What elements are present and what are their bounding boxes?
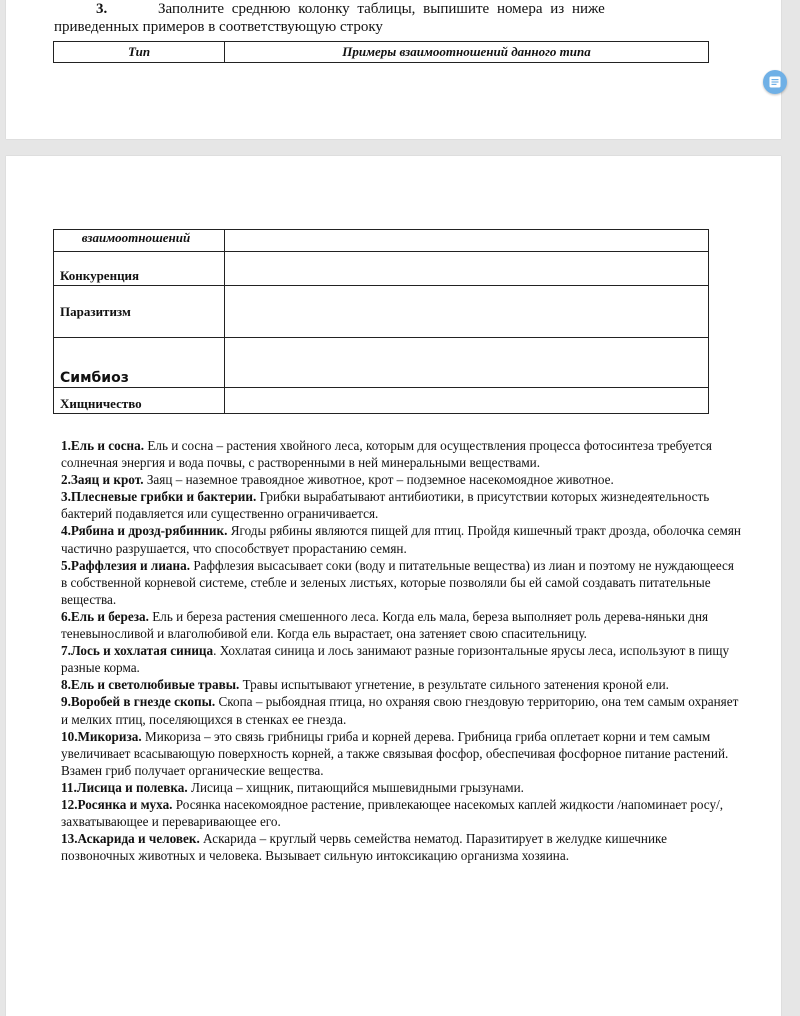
answer-cell-konkurentsiya[interactable]	[225, 252, 709, 286]
answer-cell-khishchnichestvo[interactable]	[225, 388, 709, 414]
list-item: 12.Росянка и муха. Росянка насекомоядное растение, привлекающее насекомых каплей жидкости /напоминает росу/, захватывающее и переваривающее его.	[61, 796, 724, 830]
list-item: 9.Воробей в гнезде скопы. Скопа – рыбоядная птица, но охраняя свою гнездовую территорию, она тем самым охраняет и мелких птиц, поселяющихся в стенках ее гнезда.	[61, 694, 739, 727]
row-label-parazitizm: Паразитизм	[54, 286, 225, 338]
list-item: 10.Микориза. Микориза – это связь грибницы гриба и корней дерева. Грибница гриба оплетает корни и тем самым увеличивает всасывающую поверхность корней, а также связывая фосфор, обеспечивая фосфорное питание растений. Взамен гриб получает органические вещества.	[61, 728, 729, 778]
examples-list	[61, 437, 741, 864]
list-item: 8.Ель и светолюбивые травы. Травы испытывают угнетение, в результате сильного затенения кроной ели.	[61, 677, 669, 693]
list-item: 7.Лось и хохлатая синица. Хохлатая синица и лось занимают разные горизонтальные ярусы леса, используют в пищу разные корма.	[61, 643, 730, 676]
task-number: 3.	[96, 1, 108, 17]
header-examples: Примеры взаимоотношений данного типа	[225, 42, 709, 63]
list-item: 1.Ель и сосна. Ель и сосна – растения хвойного леса, которым для осуществления процесса фотосинтеза требуется солнечная энергия и вода почвы, с растворенными в ней минеральными веществами.	[61, 438, 712, 471]
answer-table-header	[53, 41, 709, 63]
document-page-1	[6, 0, 781, 139]
list-item: 13.Аскарида и человек. Аскарида – круглый червь семейства нематод. Паразитирует в желудке кишечнике позвоночных животных и человека. Вызывает сильную интоксикацию организма хозяина.	[61, 831, 667, 864]
list-item: 4.Рябина и дрозд-рябинник. Ягоды рябины являются пищей для птиц. Пройдя кишечный тракт дрозда, оболочка семян частично разрушается, что способствует прорастанию семян.	[61, 523, 741, 556]
list-item: 3.Плесневые грибки и бактерии. Грибки вырабатывают антибиотики, в присутствии которых жизнедеятельность бактерий подавляется или существенно ограничивается.	[61, 489, 710, 522]
list-item: 6.Ель и береза. Ель и береза растения смешенного леса. Когда ель мала, береза выполняет роль дерева-няньки дня теневыносливой и влаголюбивой ели. Когда ель вырастает, она затеняет свою спасительницу.	[61, 608, 709, 642]
answer-cell-simbioz[interactable]	[225, 338, 709, 388]
list-item: 11.Лисица и полевка. Лисица – хищник, питающийся мышевидными грызунами.	[61, 779, 524, 795]
comment-button[interactable]	[763, 70, 787, 94]
list-item: 5.Раффлезия и лиана. Раффлезия высасывает соки (воду и питательные вещества) из лиан и поэтому не нуждающееся в собственной корневой системе, стебле и зеленых листьях, которые позволяли бы ей самой создавать питательные вещества.	[61, 557, 734, 607]
row-label-konkurentsiya: Конкуренция	[54, 252, 225, 286]
comment-icon	[768, 75, 782, 89]
header-type: Тип	[54, 42, 225, 63]
header-examples-empty	[225, 230, 709, 252]
task-text-line1: Заполните среднюю колонку таблицы, выпишите номера из ниже	[158, 1, 605, 17]
list-item: 2.Заяц и крот. Заяц – наземное травоядное животное, крот – подземное насекомоядное животное.	[61, 472, 614, 488]
row-label-simbioz: Симбиоз	[54, 338, 225, 388]
task-instruction	[54, 0, 714, 36]
row-label-khishchnichestvo: Хищничество	[54, 388, 225, 414]
document-page-2	[6, 156, 781, 1016]
answer-cell-parazitizm[interactable]	[225, 286, 709, 338]
header-type-continued: взаимоотношений	[54, 230, 225, 252]
answer-table	[53, 229, 709, 414]
task-text-line2: приведенных примеров в соответствующую строку	[54, 19, 383, 35]
